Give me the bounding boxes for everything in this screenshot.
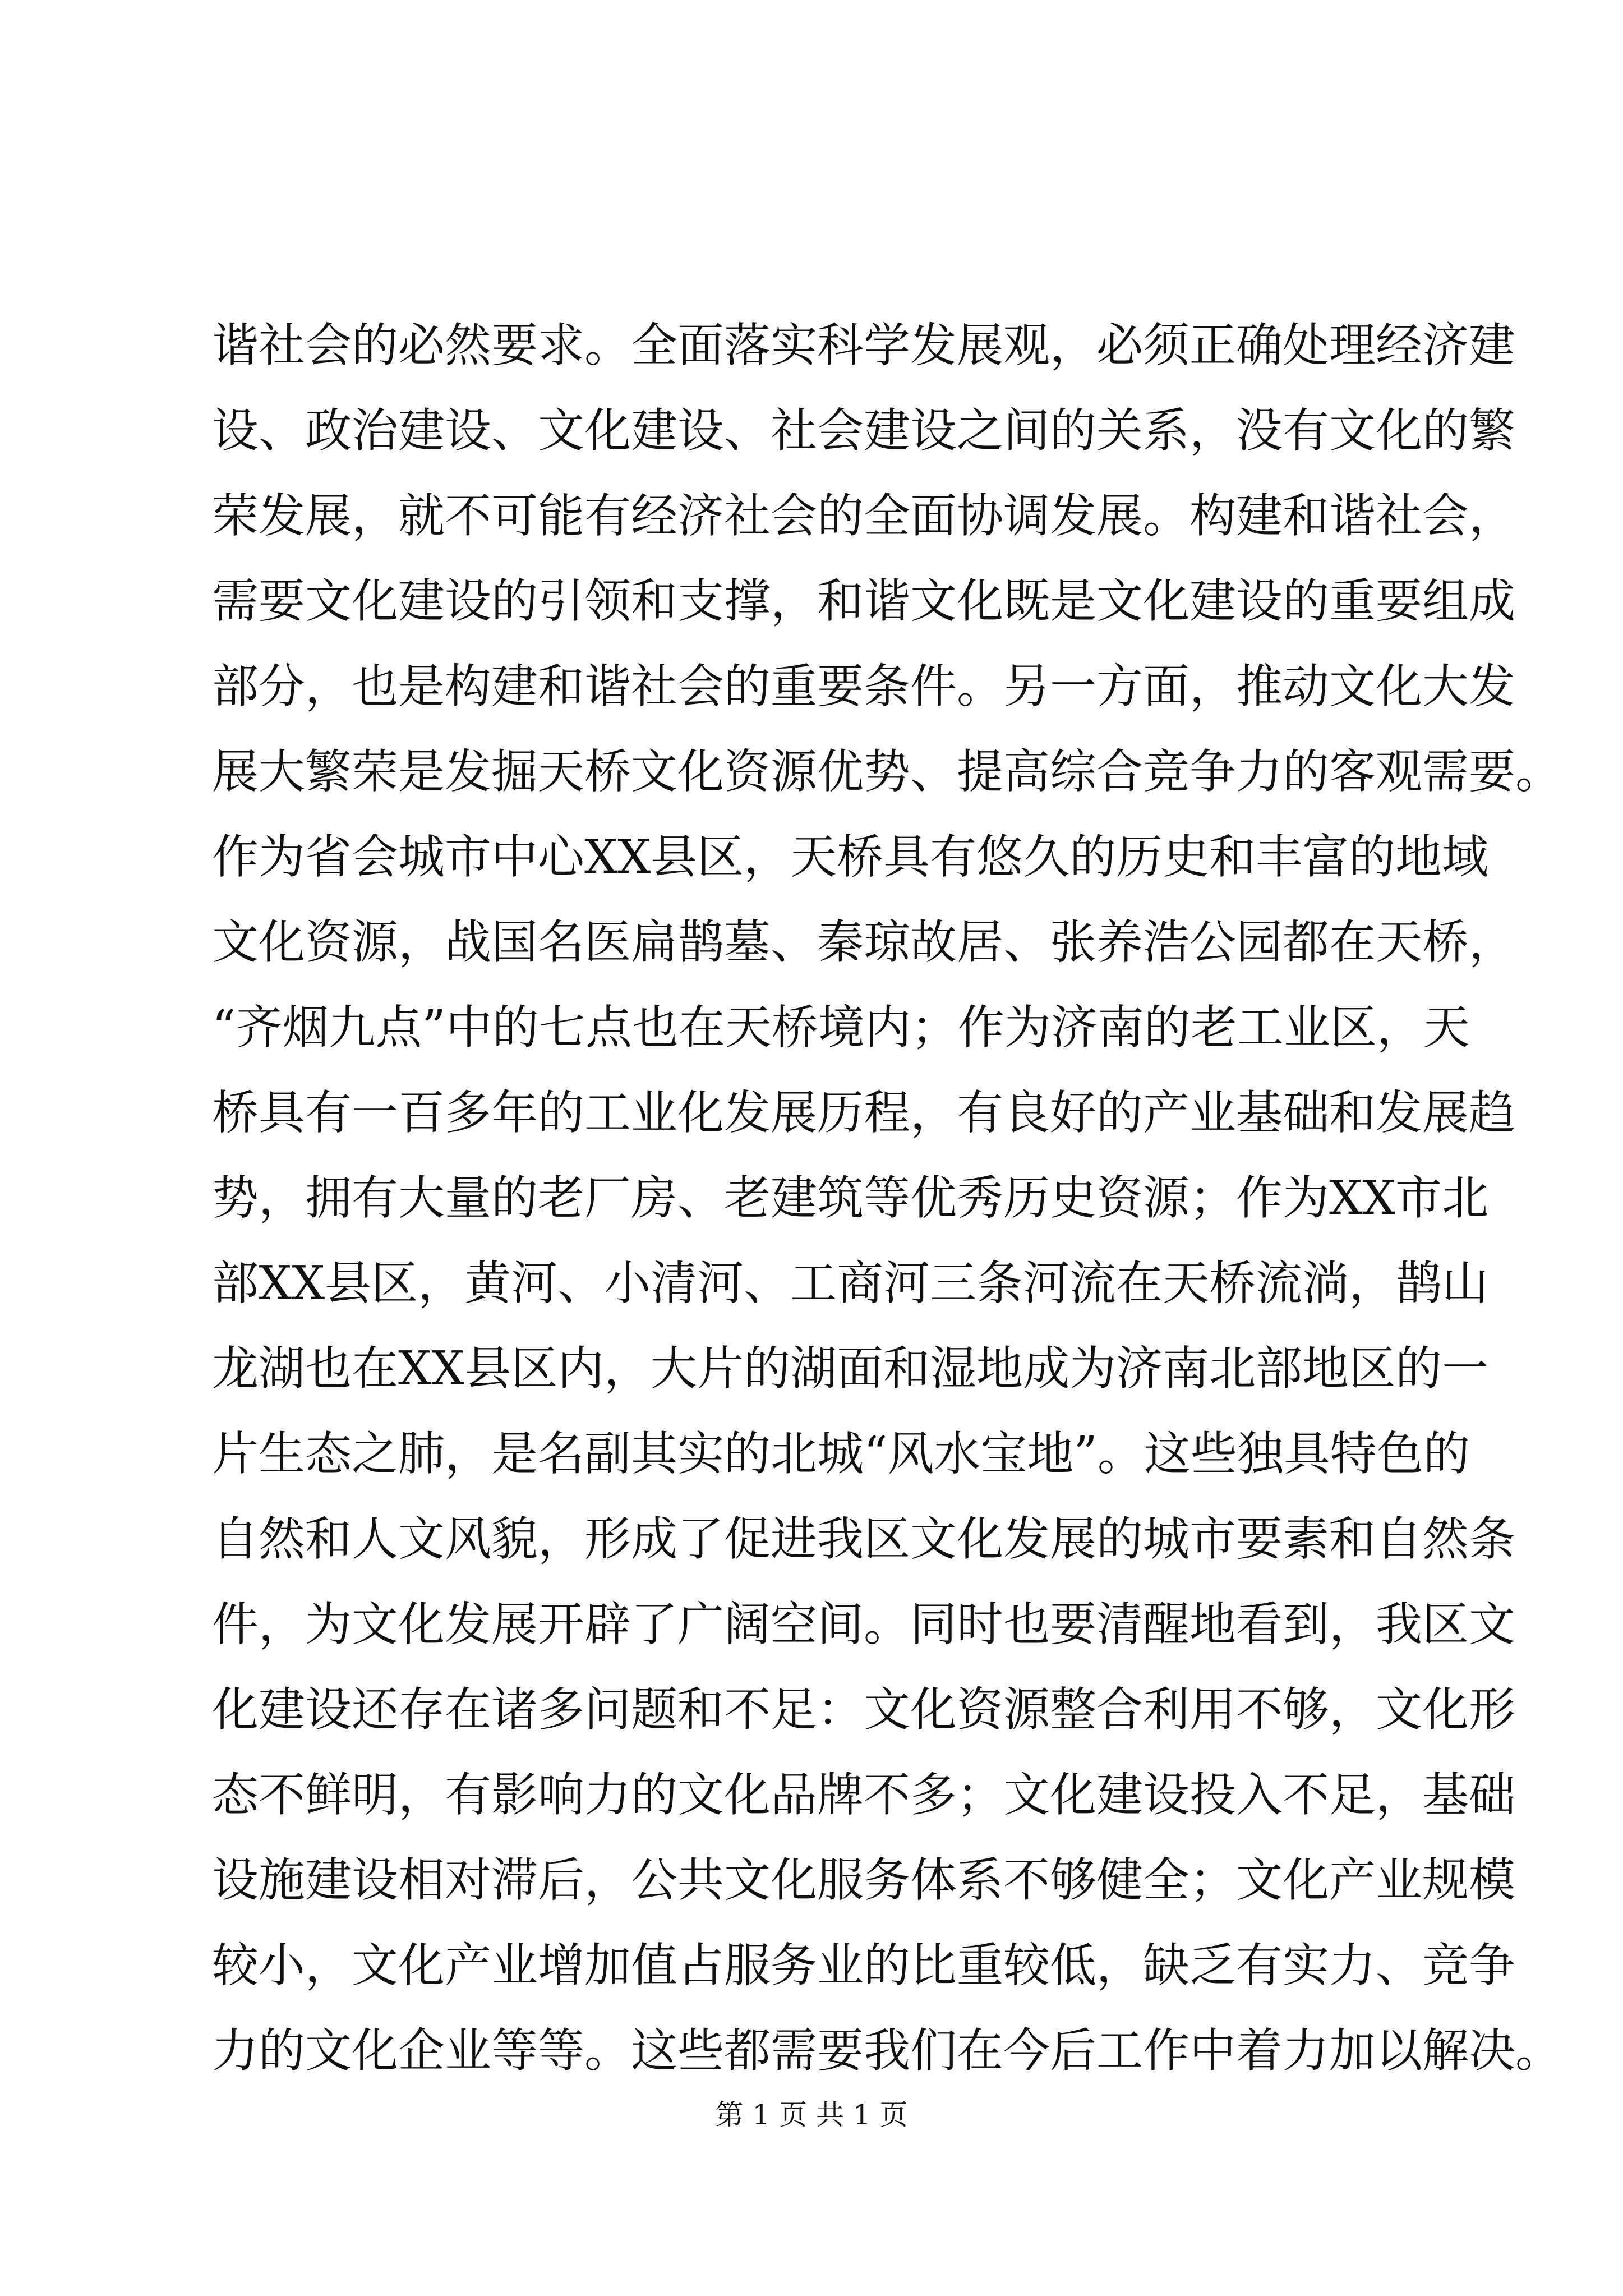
text-line: 设施建设相对滞后，公共文化服务体系不够健全；文化产业规模 [212,1853,1515,1907]
text-line: 力的文化企业等等。这些都需要我们在今后工作中着力加以解决。 [212,2023,1562,2078]
text-line: 龙湖也在XX县区内，大片的湖面和湿地成为济南北部地区的一 [212,1341,1489,1396]
text-line: 部XX县区，黄河、小清河、工商河三条河流在天桥流淌，鹊山 [212,1256,1489,1310]
text-line: 较小，文化产业增加值占服务业的比重较低，缺乏有实力、竞争 [212,1938,1515,1993]
text-line: “齐烟九点”中的七点也在天桥境内；作为济南的老工业区，天 [212,1000,1470,1055]
text-line: 态不鲜明，有影响力的文化品牌不多；文化建设投入不足，基础 [212,1768,1515,1822]
body-paragraph [212,303,1562,2093]
text-line: 作为省会城市中心XX县区，天桥具有悠久的历史和丰富的地域 [212,830,1489,884]
text-line: 文化资源，战国名医扁鹊墓、秦琼故居、张养浩公园都在天桥， [212,915,1515,969]
text-line: 设、政治建设、文化建设、社会建设之间的关系，没有文化的繁 [212,403,1515,458]
text-line: 桥具有一百多年的工业化发展历程，有良好的产业基础和发展趋 [212,1085,1515,1140]
text-line: 件，为文化发展开辟了广阔空间。同时也要清醒地看到，我区文 [212,1597,1515,1651]
text-line: 化建设还存在诸多问题和不足：文化资源整合利用不够，文化形 [212,1682,1515,1737]
text-line: 展大繁荣是发掘天桥文化资源优势、提高综合竞争力的客观需要。 [212,744,1562,799]
text-line: 荣发展，就不可能有经济社会的全面协调发展。构建和谐社会， [212,489,1515,543]
page-number-footer: 第 1 页 共 1 页 [715,2099,908,2131]
text-line: 需要文化建设的引领和支撑，和谐文化既是文化建设的重要组成 [212,574,1515,628]
text-line: 自然和人文风貌，形成了促进我区文化发展的城市要素和自然条 [212,1512,1515,1566]
text-line: 势，拥有大量的老厂房、老建筑等优秀历史资源；作为XX市北 [212,1171,1489,1225]
text-line: 谐社会的必然要求。全面落实科学发展观，必须正确处理经济建 [212,318,1515,372]
text-line: 部分，也是构建和谐社会的重要条件。另一方面，推动文化大发 [212,659,1515,714]
text-line: 片生态之肺，是名副其实的北城“风水宝地”。这些独具特色的 [212,1427,1470,1481]
